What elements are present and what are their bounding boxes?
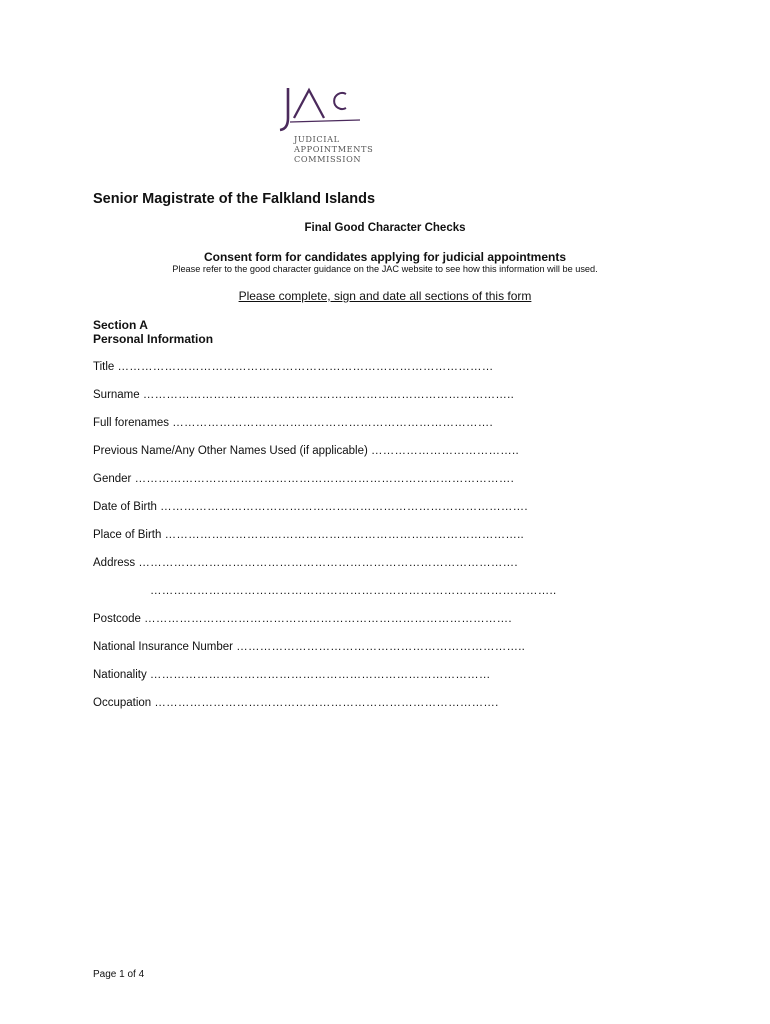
- page-number: Page 1 of 4: [93, 969, 145, 980]
- field-title[interactable]: [93, 361, 494, 373]
- field-dots: …………………………………………………………………………………..: [142, 389, 515, 401]
- field-gender[interactable]: [93, 473, 514, 485]
- field-dots: …………………………………………………………………………………………..: [150, 585, 557, 597]
- field-label: National Insurance Number: [93, 641, 233, 653]
- field-dots: ………………………………..: [371, 445, 519, 457]
- field-dots: ………………………………………………………………………………….: [160, 501, 528, 513]
- form-instruction: Please complete, sign and date all sections of this form: [238, 289, 532, 303]
- logo-text-line-2: APPOINTMENTS: [294, 144, 374, 154]
- document-title: Senior Magistrate of the Falkland Islands: [93, 191, 376, 207]
- field-dots: ……………………………………………………………………….: [172, 417, 493, 429]
- logo-text-line-3: COMMISSION: [294, 154, 362, 164]
- field-label: Address: [93, 557, 136, 569]
- field-dots: ………………………………………………………………………………….: [144, 613, 512, 625]
- field-dots: ………………………………………………………………..: [236, 641, 526, 653]
- field-address-line-2[interactable]: [150, 585, 556, 597]
- form-heading: Consent form for candidates applying for judicial appointments: [203, 250, 567, 264]
- field-label: Full forenames: [93, 417, 170, 429]
- field-dots: ………………………………………………………………………………..: [164, 529, 524, 541]
- field-label: Nationality: [93, 669, 147, 681]
- field-dots: …………………………………………………………………………….: [154, 697, 499, 709]
- field-dots: …………………………………………………………………………………….: [134, 473, 515, 485]
- field-label: Place of Birth: [93, 529, 162, 541]
- field-occupation[interactable]: [93, 697, 499, 709]
- jac-logo: [276, 84, 396, 170]
- section-label: Section A: [93, 318, 148, 332]
- field-dots: ……………………………………………………………………………: [149, 669, 491, 681]
- section-heading: Personal Information: [93, 332, 214, 346]
- field-surname[interactable]: [93, 389, 514, 401]
- field-address[interactable]: [93, 557, 518, 569]
- field-dots: ……………………………………………………………………………………: [117, 361, 494, 373]
- document-subtitle: Final Good Character Checks: [304, 222, 466, 234]
- field-label: Occupation: [93, 697, 152, 709]
- field-place-of-birth[interactable]: [93, 529, 524, 541]
- field-label: Previous Name/Any Other Names Used (if applicable): [93, 445, 368, 457]
- field-label: Date of Birth: [93, 501, 157, 513]
- field-postcode[interactable]: [93, 613, 512, 625]
- field-dots: …………………………………………………………………………………….: [138, 557, 518, 569]
- field-label: Title: [93, 361, 115, 373]
- field-national-insurance-number[interactable]: [93, 641, 525, 653]
- field-label: Postcode: [93, 613, 141, 625]
- section-a-header: [93, 318, 213, 346]
- guidance-note: Please refer to the good character guidance on the JAC website to see how this information will be used.: [172, 264, 598, 274]
- field-label: Gender: [93, 473, 132, 485]
- field-date-of-birth[interactable]: [93, 501, 528, 513]
- field-nationality[interactable]: [93, 669, 491, 681]
- field-label: Surname: [93, 389, 140, 401]
- field-previous-names[interactable]: [93, 445, 519, 457]
- jac-logo-mark: [276, 84, 366, 134]
- field-full-forenames[interactable]: [93, 417, 493, 429]
- logo-text-line-1: JUDICIAL: [294, 134, 340, 144]
